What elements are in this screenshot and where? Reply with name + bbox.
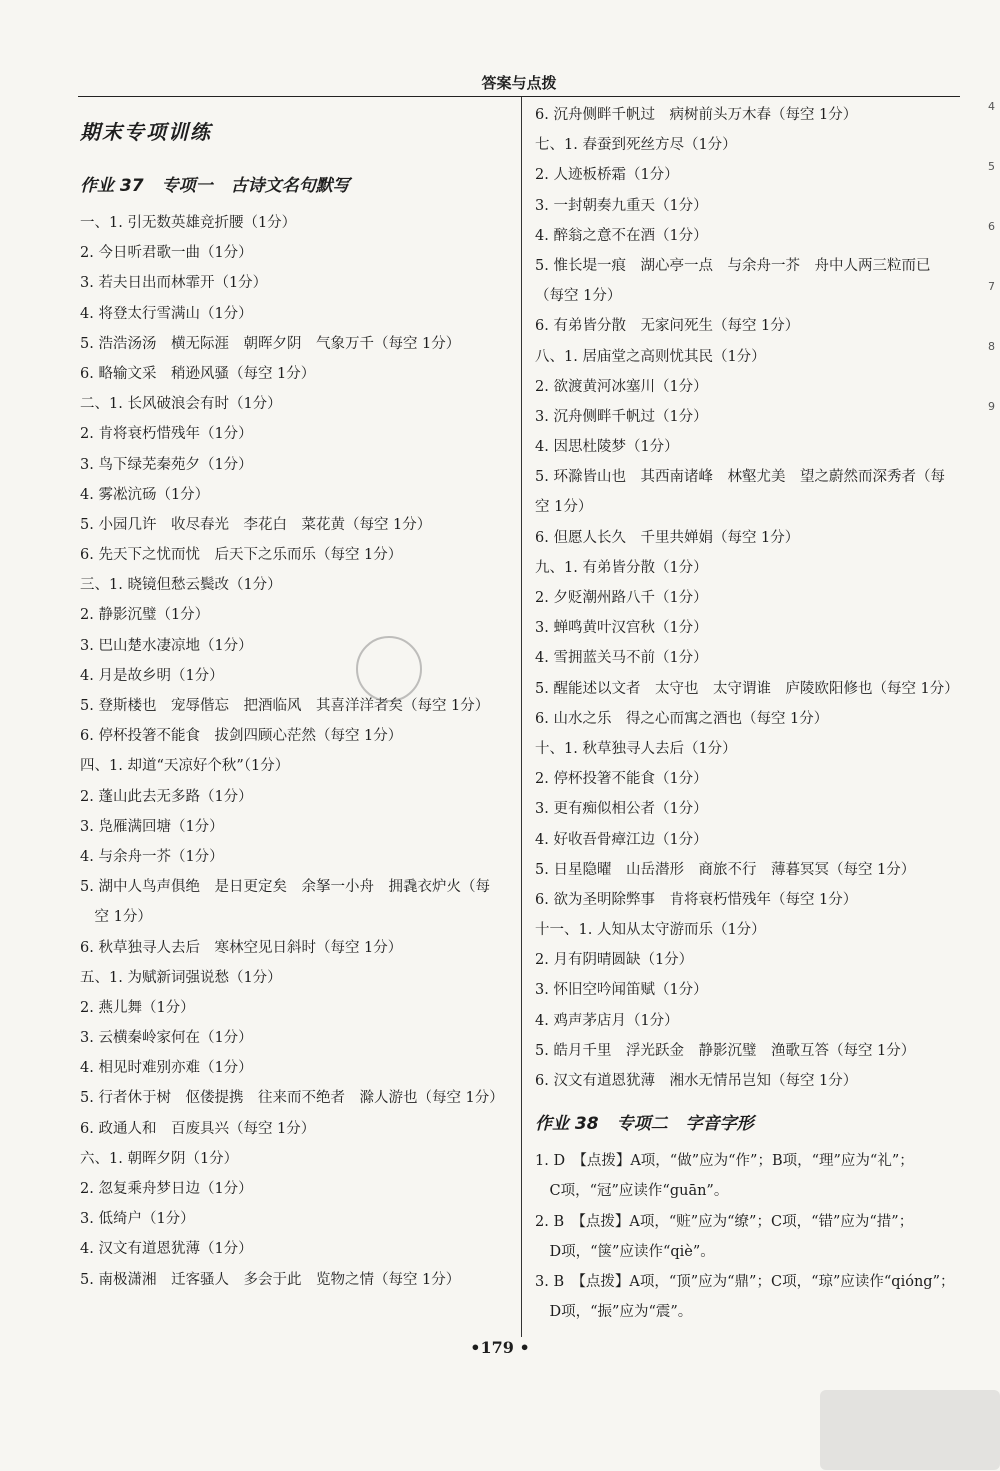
right-column	[535, 100, 975, 1327]
homework-37-topic: 古诗文名句默写	[230, 176, 350, 196]
answer-line: 3. 若夫日出而林霏开（1分）	[80, 275, 268, 292]
answer-line: 4. 鸡声茅店月（1分）	[535, 1012, 679, 1029]
right-answer-list	[535, 100, 975, 1096]
answer-line: 十一、1. 人知从太守游而乐（1分）	[535, 922, 766, 939]
homework-37-topic-no: 专项一	[161, 176, 213, 196]
answer-line: 2. 停杯投箸不能食（1分）	[535, 771, 708, 788]
homework-37-title	[80, 164, 520, 208]
answer-line: 6. 略输文采 稍逊风骚（每空 1分）	[80, 365, 316, 382]
answer-line: 6. 山水之乐 得之心而寓之酒也（每空 1分）	[535, 710, 829, 727]
homework-38-title	[535, 1102, 975, 1146]
header-title: 答案与点拨	[481, 74, 557, 92]
answer-line: 4. 醉翁之意不在酒（1分）	[535, 227, 708, 244]
edge-mark: 9	[988, 400, 995, 413]
answer-line: 3. 更有痴似相公者（1分）	[535, 801, 708, 818]
answer-line: 3. 沉舟侧畔千帆过（1分）	[535, 408, 708, 425]
answer-line: 六、1. 朝晖夕阴（1分）	[80, 1150, 239, 1167]
edge-mark: 8	[988, 340, 995, 353]
answer-line: 2. 蓬山此去无多路（1分）	[80, 788, 253, 805]
answer-line: 4. 雪拥蓝关马不前（1分）	[535, 650, 708, 667]
answer-explanation-line: D项，“箧”应读作“qiè”。	[535, 1243, 715, 1260]
answer-line: 5. 惟长堤一痕 湖心亭一点 与余舟一芥 舟中人两三粒而已	[535, 257, 931, 274]
answer-explanation-line: D项，“振”应为“震”。	[535, 1304, 693, 1321]
homework-38-label: 作业 38	[535, 1114, 599, 1135]
answer-line: 4. 月是故乡明（1分）	[80, 667, 224, 684]
answer-line: 2. 人迹板桥霜（1分）	[535, 167, 679, 184]
answer-line: 3. 鸟下绿芜秦苑夕（1分）	[80, 456, 253, 473]
answer-line: 2. 今日听君歌一曲（1分）	[80, 245, 253, 262]
left-column	[80, 100, 520, 1295]
answer-line: 三、1. 晓镜但愁云鬓改（1分）	[80, 577, 282, 594]
answer-line: 4. 相见时难别亦难（1分）	[80, 1060, 253, 1077]
edge-mark: 6	[988, 220, 995, 233]
answer-line: 6. 沉舟侧畔千帆过 病树前头万木春（每空 1分）	[535, 107, 858, 123]
answer-line: 七、1. 春蚕到死丝方尽（1分）	[535, 137, 737, 154]
answer-line: 4. 因思杜陵梦（1分）	[535, 439, 679, 456]
homework-38-topic-no: 专项二	[616, 1114, 668, 1135]
answer-line: 5. 行者休于树 伛偻提携 往来而不绝者 滁人游也（每空 1分）	[80, 1090, 504, 1107]
answer-line: 5. 皓月千里 浮光跃金 静影沉璧 渔歌互答（每空 1分）	[535, 1042, 916, 1059]
homework-38-answer-list	[535, 1146, 975, 1327]
answer-line: 2. 夕贬潮州路八千（1分）	[535, 590, 708, 606]
answer-line: 2. 月有阴晴圆缺（1分）	[535, 952, 694, 969]
answer-line: 3. 低绮户（1分）	[80, 1211, 195, 1228]
answer-line: 6. 先天下之忧而忧 后天下之乐而乐（每空 1分）	[80, 547, 403, 564]
answer-line: 4. 将登太行雪满山（1分）	[80, 305, 253, 322]
answer-explanation-line: 2. B 【点拨】A项，“赃”应为“缭”；C项，“错”应为“措”；	[535, 1213, 914, 1230]
answer-line: 6. 但愿人长久 千里共婵娟（每空 1分）	[535, 529, 800, 546]
answer-line: 6. 有弟皆分散 无家问死生（每空 1分）	[535, 318, 800, 335]
answer-line: 5. 湖中人鸟声俱绝 是日更定矣 余拏一小舟 拥毳衣炉火（每	[80, 879, 490, 896]
answer-line: 5. 小园几许 收尽春光 李花白 菜花黄（每空 1分）	[80, 516, 432, 533]
answer-line: 4. 与余舟一芥（1分）	[80, 848, 224, 865]
answer-line: 空 1分）	[535, 499, 593, 516]
answer-line: 5. 环滁皆山也 其西南诸峰 林壑尤美 望之蔚然而深秀者（每	[535, 469, 945, 486]
answer-line: 5. 浩浩汤汤 横无际涯 朝晖夕阴 气象万千（每空 1分）	[80, 335, 461, 352]
answer-line: 5. 登斯楼也 宠辱偕忘 把酒临风 其喜洋洋者矣（每空 1分）	[80, 698, 490, 714]
answer-line: 3. 巴山楚水凄凉地（1分）	[80, 637, 253, 654]
answer-line: 十、1. 秋草独寻人去后（1分）	[535, 740, 737, 757]
page-header	[78, 72, 960, 97]
answer-line: 空 1分）	[80, 909, 152, 926]
answer-line: 6. 汉文有道恩犹薄 湘水无情吊岂知（每空 1分）	[535, 1073, 858, 1089]
answer-line: 6. 停杯投箸不能食 拔剑四顾心茫然（每空 1分）	[80, 728, 403, 745]
answer-line: 3. 凫雁满回塘（1分）	[80, 818, 224, 835]
answer-line: 4. 雾凇沆砀（1分）	[80, 486, 210, 503]
left-answer-list	[80, 208, 520, 1295]
answer-line: 3. 怀旧空吟闻笛赋（1分）	[535, 982, 708, 999]
edge-marks	[988, 100, 1000, 460]
answer-line: 2. 忽复乘舟梦日边（1分）	[80, 1181, 253, 1197]
stamp-seal	[356, 636, 422, 702]
homework-38-topic: 字音字形	[685, 1114, 754, 1135]
edge-mark: 4	[988, 100, 995, 113]
answer-explanation-line: 3. B 【点拨】A项，“顶”应为“鼎”；C项，“琼”应读作“qióng”；	[535, 1273, 955, 1290]
answer-line: 4. 汉文有道恩犹薄（1分）	[80, 1241, 253, 1258]
answer-line: 2. 肯将衰朽惜残年（1分）	[80, 426, 253, 443]
answer-line: 二、1. 长风破浪会有时（1分）	[80, 396, 282, 413]
answer-line: 五、1. 为赋新词强说愁（1分）	[80, 969, 282, 986]
edge-mark: 7	[988, 280, 995, 293]
answer-line: 6. 秋草独寻人去后 寒林空见日斜时（每空 1分）	[80, 939, 403, 956]
answer-explanation-line: 1. D 【点拨】A项，“做”应为“作”；B项，“理”应为“礼”；	[535, 1153, 914, 1170]
section-title: 期末专项训练	[80, 120, 212, 144]
answer-line: 3. 云横秦岭家何在（1分）	[80, 1030, 253, 1047]
answer-line: 4. 好收吾骨瘴江边（1分）	[535, 831, 708, 848]
answer-line: 5. 醒能述以文者 太守也 太守谓谁 庐陵欧阳修也（每空 1分）	[535, 680, 959, 697]
answer-line: （每空 1分）	[535, 288, 622, 305]
answer-line: 6. 政通人和 百废具兴（每空 1分）	[80, 1120, 316, 1137]
answer-line: 四、1. 却道“天凉好个秋”（1分）	[80, 758, 290, 775]
watermark-logo	[820, 1390, 1000, 1470]
answer-line: 2. 欲渡黄河冰塞川（1分）	[535, 378, 708, 395]
answer-line: 6. 欲为圣明除弊事 肯将衰朽惜残年（每空 1分）	[535, 891, 858, 908]
edge-mark: 5	[988, 160, 995, 173]
answer-line: 八、1. 居庙堂之高则忧其民（1分）	[535, 348, 766, 365]
column-divider	[521, 97, 522, 1337]
answer-line: 5. 日星隐曜 山岳潜形 商旅不行 薄暮冥冥（每空 1分）	[535, 861, 916, 878]
answer-line: 2. 静影沉璧（1分）	[80, 607, 210, 624]
answer-line: 2. 燕儿舞（1分）	[80, 999, 195, 1016]
answer-line: 九、1. 有弟皆分散（1分）	[535, 559, 708, 576]
homework-37-label: 作业 37	[80, 176, 144, 196]
answer-line: 3. 一封朝奏九重天（1分）	[535, 197, 708, 214]
answer-line: 3. 蝉鸣黄叶汉宫秋（1分）	[535, 620, 708, 637]
answer-line: 5. 南极潇湘 迁客骚人 多会于此 览物之情（每空 1分）	[80, 1271, 461, 1288]
page-number: •179 •	[470, 1338, 530, 1357]
answer-explanation-line: C项，“冠”应读作“guān”。	[535, 1183, 729, 1200]
answer-line: 一、1. 引无数英雄竞折腰（1分）	[80, 215, 297, 231]
